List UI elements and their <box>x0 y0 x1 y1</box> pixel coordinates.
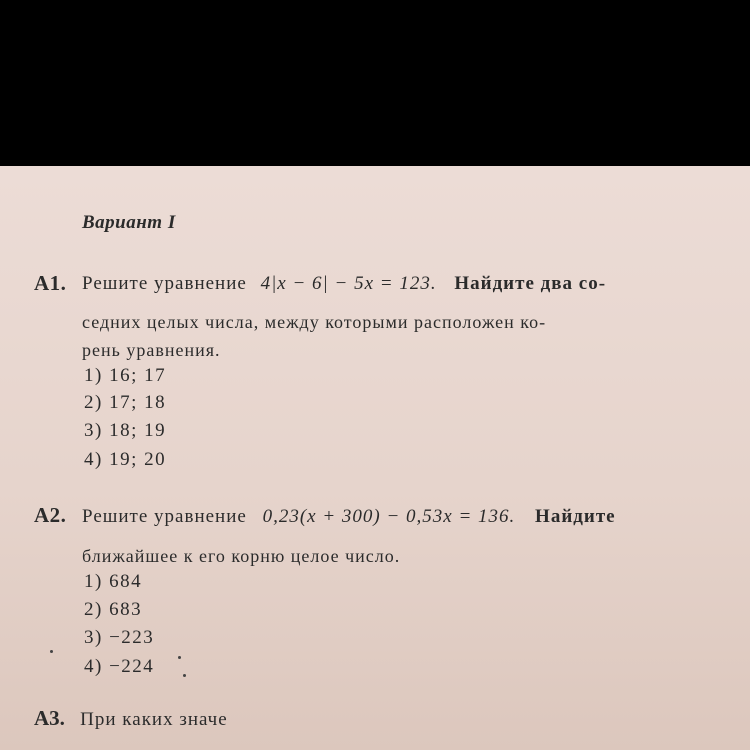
task-a3-cutoff <box>34 706 228 731</box>
task-a2-statement-line1 <box>82 506 616 528</box>
task-a2-equation: 0,23(x + 300) − 0,53x = 136. <box>262 506 516 527</box>
task-a2-statement-line2: ближайшее к его корню целое число. <box>82 546 401 566</box>
task-a1-number: А1. <box>34 271 67 295</box>
task-a2-tail: Найдите <box>535 506 616 527</box>
task-a3-number: А3. <box>34 706 65 730</box>
task-a2-option-1: 1) 684 <box>84 571 143 592</box>
task-a1-statement-line1 <box>82 273 606 295</box>
task-a2-lead: Решите уравнение <box>82 506 247 527</box>
task-a2-number: А2. <box>34 503 67 527</box>
task-a2-option-2: 2) 683 <box>84 599 143 620</box>
task-a1-lead: Решите уравнение <box>82 273 247 294</box>
task-a1-equation: 4|x − 6| − 5x = 123. <box>260 273 437 294</box>
task-a2-option-4: 4) −224 <box>84 656 155 677</box>
task-a1-option-2: 2) 17; 18 <box>84 392 167 413</box>
task-a1-option-4: 4) 19; 20 <box>84 449 167 470</box>
task-a2-option-3: 3) −223 <box>84 627 155 648</box>
pencil-dot <box>50 650 53 653</box>
worksheet-page <box>0 166 750 750</box>
pencil-dot <box>183 674 186 677</box>
task-a1-option-1: 1) 16; 17 <box>84 365 167 386</box>
variant-title: Вариант I <box>82 212 176 233</box>
task-a3-fragment: При каких значе <box>80 709 228 730</box>
task-a1-tail: Найдите два со- <box>454 273 607 294</box>
task-a1-statement-line3: рень уравнения. <box>82 340 221 360</box>
task-a1-option-3: 3) 18; 19 <box>84 420 167 441</box>
pencil-dot <box>178 656 181 659</box>
task-a1-statement-line2: седних целых числа, между которыми расположен ко- <box>82 312 547 332</box>
